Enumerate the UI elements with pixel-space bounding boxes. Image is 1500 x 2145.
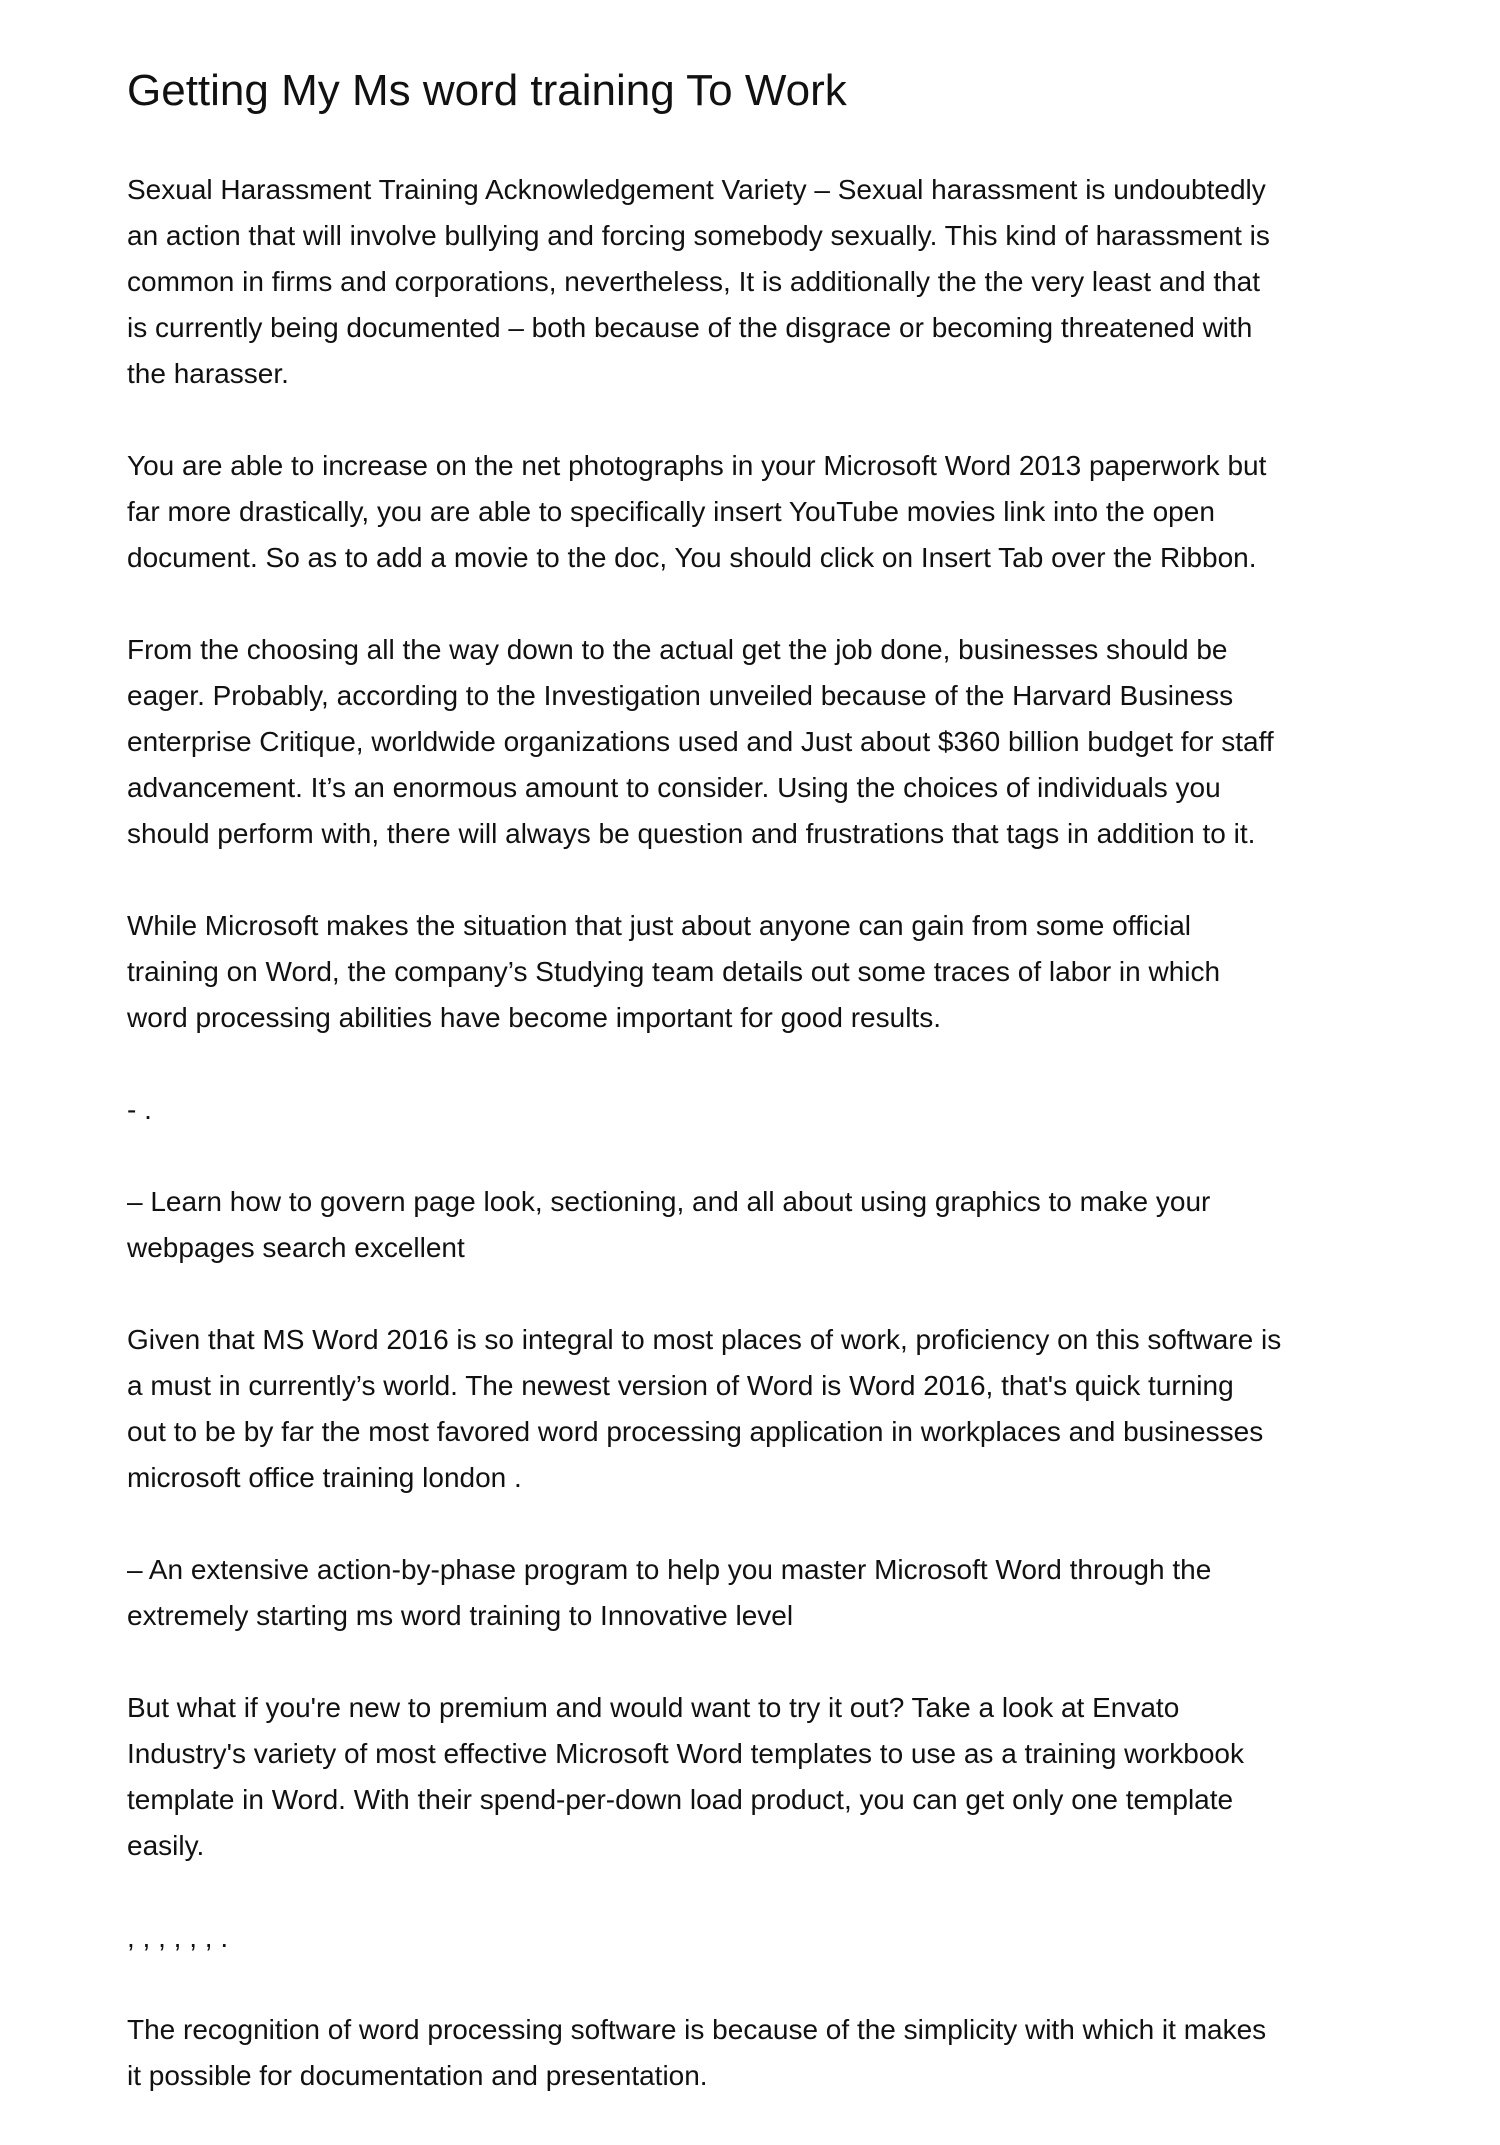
paragraph	[127, 167, 1417, 397]
text-line: it possible for documentation and presentation.	[127, 2060, 708, 2091]
text-line: From the choosing all the way down to the actual get the job done, businesses should be	[127, 634, 1228, 665]
text-line: microsoft office training london .	[127, 1462, 522, 1493]
paragraph	[127, 443, 1417, 581]
text-line: common in firms and corporations, nevertheless, It is additionally the the very least and that	[127, 266, 1261, 297]
text-line: easily.	[127, 1830, 205, 1861]
paragraph	[127, 1087, 1417, 1133]
text-line: enterprise Critique, worldwide organizations used and Just about $360 billion budget for staff	[127, 726, 1274, 757]
text-line: advancement. It’s an enormous amount to consider. Using the choices of individuals you	[127, 772, 1221, 803]
text-line: far more drastically, you are able to specifically insert YouTube movies link into the open	[127, 496, 1215, 527]
text-line: template in Word. With their spend-per-down load product, you can get only one template	[127, 1784, 1234, 1815]
paragraph	[127, 1179, 1417, 1271]
text-line: training on Word, the company’s Studying team details out some traces of labor in which	[127, 956, 1221, 987]
text-line: – Learn how to govern page look, sectioning, and all about using graphics to make your	[127, 1186, 1211, 1217]
text-line: Given that MS Word 2016 is so integral to most places of work, proficiency on this software is	[127, 1324, 1282, 1355]
paragraph	[127, 1685, 1417, 1869]
text-line: webpages search excellent	[127, 1232, 465, 1263]
paragraph	[127, 903, 1417, 1041]
text-line: eager. Probably, according to the Investigation unveiled because of the Harvard Business	[127, 680, 1234, 711]
text-line: You are able to increase on the net photographs in your Microsoft Word 2013 paperwork but	[127, 450, 1267, 481]
text-line: document. So as to add a movie to the doc, You should click on Insert Tab over the Ribbon.	[127, 542, 1257, 573]
paragraph	[127, 627, 1417, 857]
text-line: a must in currently’s world. The newest version of Word is Word 2016, that's quick turning	[127, 1370, 1234, 1401]
text-line: While Microsoft makes the situation that just about anyone can gain from some official	[127, 910, 1192, 941]
text-line: But what if you're new to premium and would want to try it out? Take a look at Envato	[127, 1692, 1180, 1723]
paragraph	[127, 2007, 1417, 2099]
text-line: extremely starting ms word training to Innovative level	[127, 1600, 794, 1631]
paragraph	[127, 1317, 1417, 1501]
text-line: the harasser.	[127, 358, 289, 389]
text-line: out to be by far the most favored word processing application in workplaces and businesses	[127, 1416, 1264, 1447]
text-line: an action that will involve bullying and forcing somebody sexually. This kind of harassment is	[127, 220, 1270, 251]
text-line: - .	[127, 1094, 152, 1125]
document-body	[127, 167, 1417, 2145]
paragraph	[127, 1547, 1417, 1639]
text-line: , , , , , , .	[127, 1922, 229, 1953]
text-line: is currently being documented – both because of the disgrace or becoming threatened with	[127, 312, 1253, 343]
text-line: Industry's variety of most effective Microsoft Word templates to use as a training workbook	[127, 1738, 1245, 1769]
page-title: Getting My Ms word training To Work	[127, 66, 847, 115]
text-line: – An extensive action-by-phase program to help you master Microsoft Word through the	[127, 1554, 1212, 1585]
text-line: Sexual Harassment Training Acknowledgement Variety – Sexual harassment is undoubtedly	[127, 174, 1266, 205]
text-line: word processing abilities have become important for good results.	[127, 1002, 941, 1033]
text-line: should perform with, there will always be question and frustrations that tags in addition to it.	[127, 818, 1256, 849]
text-line: The recognition of word processing software is because of the simplicity with which it makes	[127, 2014, 1267, 2045]
paragraph	[127, 1915, 1417, 1961]
